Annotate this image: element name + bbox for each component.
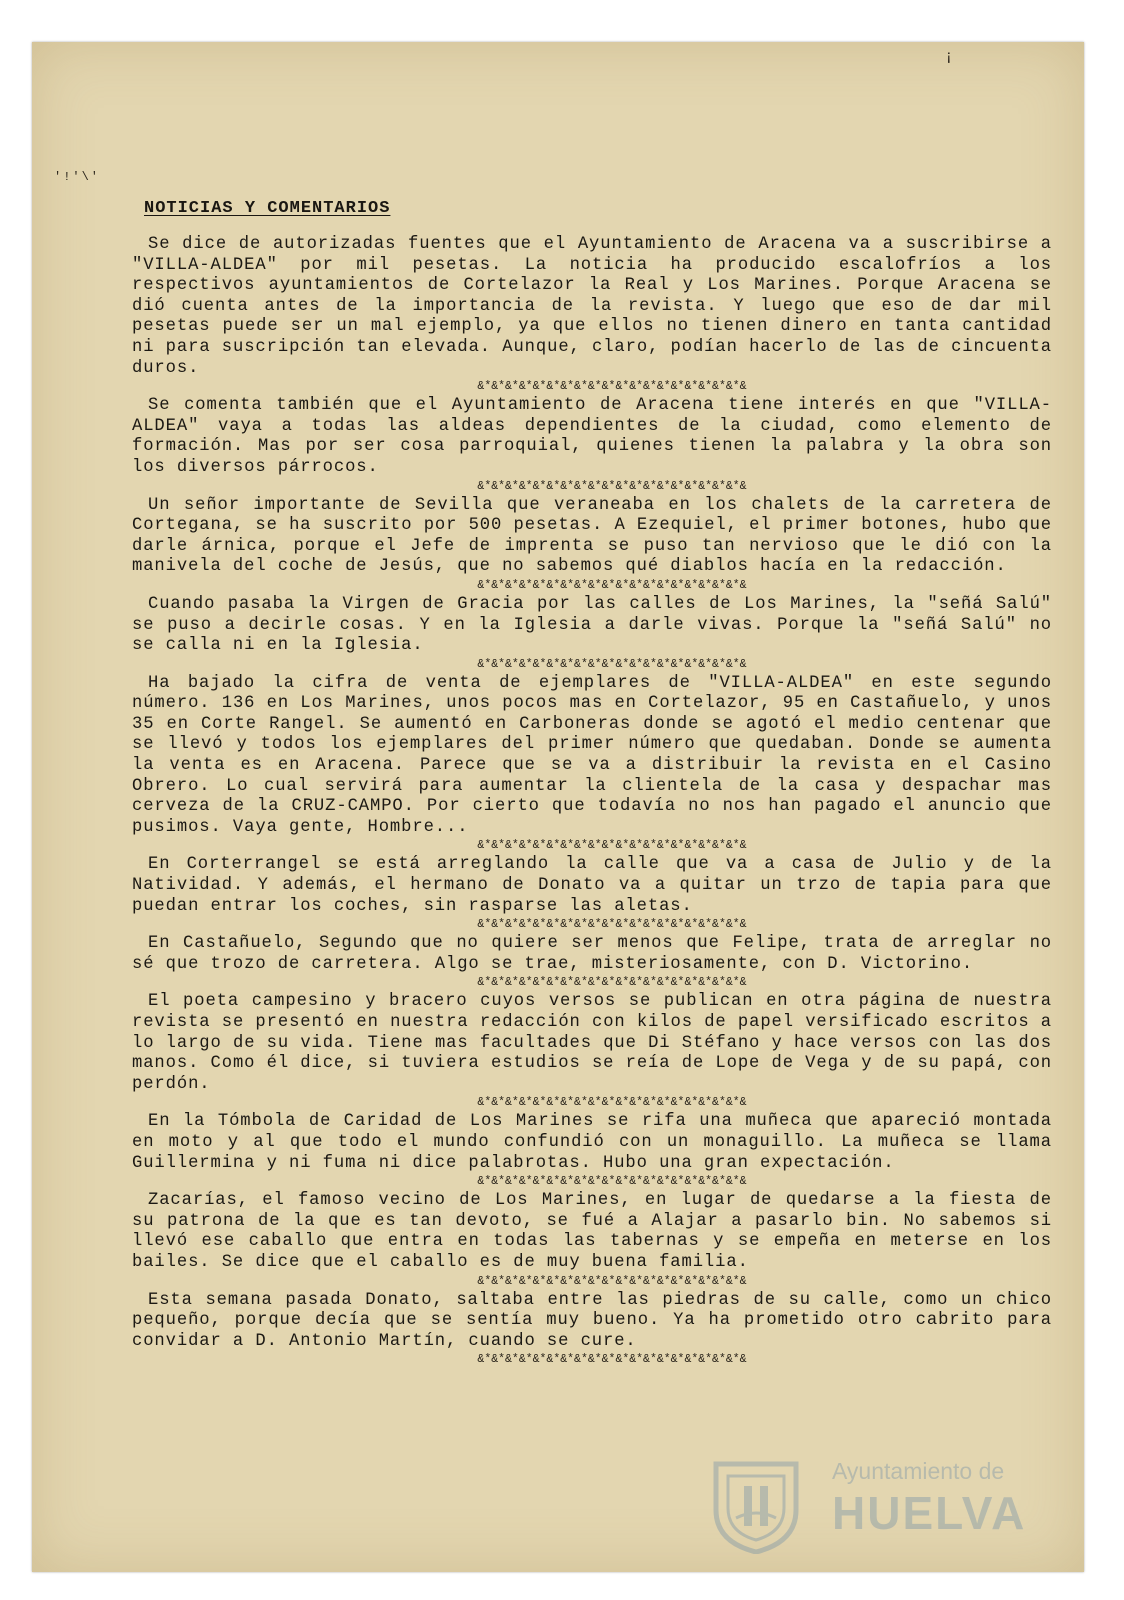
separator-11: &*&*&*&*&*&*&*&*&*&*&*&*&*&*&*&*&*&*&*& xyxy=(477,1353,747,1367)
city-shield-icon xyxy=(706,1458,806,1554)
separator-6: &*&*&*&*&*&*&*&*&*&*&*&*&*&*&*&*&*&*&*& xyxy=(477,918,747,932)
news-item-1: Se dice de autorizadas fuentes que el Ayuntamiento de Aracena va a suscribirse a "VILLA-ALDEA" por mil pesetas. La noticia ha producido escalofríos a los respectivos ayuntamientos de Cortelazor la Real y Los Marines. Porque Aracena se dió cuenta antes de la importancia de la revista. Y luego que eso de dar mil pesetas puede ser un mal ejemplo, ya que ellos no tienen dinero en tanta cantidad ni para suscripción tan elevada. Aunque, claro, podían hacerlo de las de cincuenta duros. xyxy=(132,235,1052,378)
separator-1: &*&*&*&*&*&*&*&*&*&*&*&*&*&*&*&*&*&*&*& xyxy=(477,380,747,394)
stray-mark-left: '!'\' xyxy=(54,170,101,184)
separator-7: &*&*&*&*&*&*&*&*&*&*&*&*&*&*&*&*&*&*&*& xyxy=(477,976,747,990)
watermark-line-1: Ayuntamiento de xyxy=(832,1458,1005,1484)
separator-8: &*&*&*&*&*&*&*&*&*&*&*&*&*&*&*&*&*&*&*& xyxy=(477,1096,747,1110)
stray-mark-top: ¡ xyxy=(944,48,954,66)
separator-10: &*&*&*&*&*&*&*&*&*&*&*&*&*&*&*&*&*&*&*& xyxy=(477,1274,747,1288)
watermark-line-2: HUELVA xyxy=(832,1487,1027,1539)
news-item-11: Esta semana pasada Donato, saltaba entre las piedras de su calle, como un chico pequeño, porque decía que se sentía muy bueno. Ya ha prometido otro cabrito para convidar a D. Antonio Martín, cuando se cure. xyxy=(132,1290,1052,1351)
separator-9: &*&*&*&*&*&*&*&*&*&*&*&*&*&*&*&*&*&*&*& xyxy=(477,1175,747,1189)
typewritten-page xyxy=(32,42,1084,1572)
separator-4: &*&*&*&*&*&*&*&*&*&*&*&*&*&*&*&*&*&*&*& xyxy=(477,657,747,671)
news-column xyxy=(132,235,1052,1369)
news-item-3: Un señor importante de Sevilla que veraneaba en los chalets de la carretera de Cortegana, se ha suscrito por 500 pesetas. A Ezequiel, el primer botones, hubo que darle árnica, porque el Jefe de imprenta se puso tan nervioso que le dió con la manivela del coche de Jesús, que no sabemos qué diablos hacía en la redacción. xyxy=(132,495,1052,577)
news-item-6: En Corterrangel se está arreglando la calle que va a casa de Julio y de la Natividad. Y además, el hermano de Donato va a quitar un trzo de tapia para que puedan entrar los coches, sin rasparse las aletas. xyxy=(132,855,1052,916)
archive-watermark xyxy=(706,1452,1046,1562)
news-item-10: Zacarías, el famoso vecino de Los Marines, en lugar de quedarse a la fiesta de su patrona de la que es tan devoto, se fué a Alajar a pasarlo bin. No sabemos si llevó ese caballo que entra en todas las tabernas y se empeña en meterse en los bailes. Se dice que el caballo es de muy buena familia. xyxy=(132,1191,1052,1272)
news-item-2: Se comenta también que el Ayuntamiento de Aracena tiene interés en que "VILLA-ALDEA" vaya a todas las aldeas dependientes de la ciudad, como elemento de formación. Mas por ser cosa parroquial, quienes tienen la palabra y la obra son los diversos párrocos. xyxy=(132,396,1052,477)
page-heading: NOTICIAS Y COMENTARIOS xyxy=(144,199,391,218)
news-item-8: El poeta campesino y bracero cuyos versos se publican en otra página de nuestra revista se presentó en nuestra redacción con kilos de papel versificado escritos a lo largo de su vida. Tiene mas facultades que Di Stéfano y hace versos con las dos manos. Como él dice, si tuviera estudios se reía de Lope de Vega y de su papá, con perdón. xyxy=(132,992,1052,1094)
separator-5: &*&*&*&*&*&*&*&*&*&*&*&*&*&*&*&*&*&*&*& xyxy=(477,839,747,853)
news-item-5: Ha bajado la cifra de venta de ejemplares de "VILLA-ALDEA" en este segundo número. 136 en Los Marines, unos pocos mas en Cortelazor, 95 en Castañuelo, y unos 35 en Corte Rangel. Se aumentó en Carboneras donde se agotó el medio centenar que se llevó y todos los ejemplares del primer número que quedaban. Donde se aumenta la venta es en Aracena. Parece que se va a distribuir la revista en el Casino Obrero. Lo cual servirá para aumentar la clientela de la casa y despachar mas cerveza de la CRUZ-CAMPO. Por cierto que todavía no nos han pagado el anuncio que pusimos. Vaya gente, Hombre... xyxy=(132,673,1052,837)
separator-2: &*&*&*&*&*&*&*&*&*&*&*&*&*&*&*&*&*&*&*& xyxy=(477,479,747,493)
separator-3: &*&*&*&*&*&*&*&*&*&*&*&*&*&*&*&*&*&*&*& xyxy=(477,578,747,592)
news-item-9: En la Tómbola de Caridad de Los Marines se rifa una muñeca que apareció montada en moto y al que todo el mundo confundió con un monaguillo. La muñeca se llama Guillermina y ni fuma ni dice palabrotas. Hubo una gran expectación. xyxy=(132,1112,1052,1173)
news-item-4: Cuando pasaba la Virgen de Gracia por las calles de Los Marines, la "señá Salú" se puso a decirle cosas. Y en la Iglesia a darle vivas. Porque la "señá Salú" no se calla ni en la Iglesia. xyxy=(132,594,1052,656)
news-item-7: En Castañuelo, Segundo que no quiere ser menos que Felipe, trata de arreglar no sé que trozo de carretera. Algo se trae, misteriosamente, con D. Victorino. xyxy=(132,934,1052,974)
